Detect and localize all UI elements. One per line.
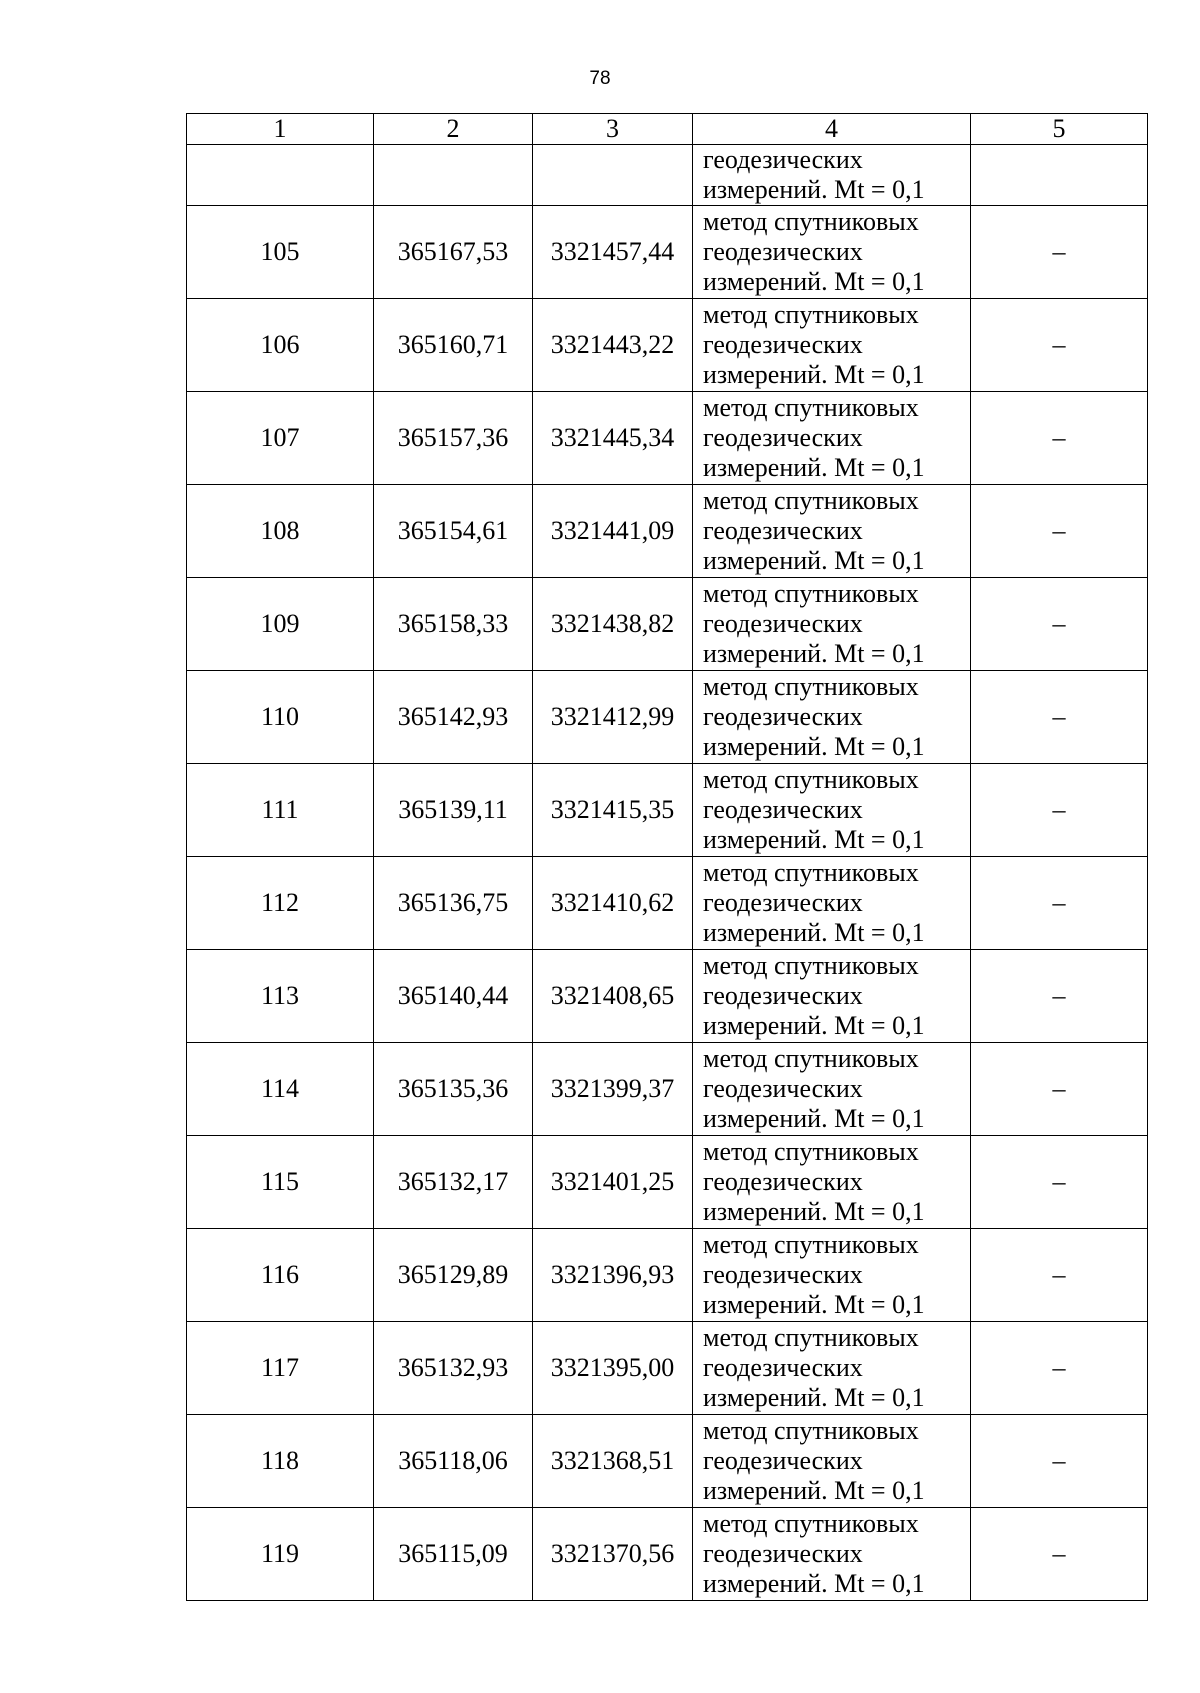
coordinate-x: 365158,33 — [374, 578, 533, 671]
point-number: 118 — [187, 1415, 374, 1508]
table-header — [187, 114, 1148, 145]
note: – — [971, 1136, 1148, 1229]
table-row — [187, 1322, 1148, 1415]
note: – — [971, 1415, 1148, 1508]
coordinate-y — [533, 145, 693, 206]
coordinate-y: 3321445,34 — [533, 392, 693, 485]
measurement-method: метод спутниковых геодезических измерений. Mt = 0,1 — [693, 206, 971, 299]
coordinate-x: 365139,11 — [374, 764, 533, 857]
measurement-method: метод спутниковых геодезических измерений. Mt = 0,1 — [693, 857, 971, 950]
coordinate-x: 365160,71 — [374, 299, 533, 392]
measurement-method: метод спутниковых геодезических измерений. Mt = 0,1 — [693, 1508, 971, 1601]
note: – — [971, 950, 1148, 1043]
header-col-5: 5 — [971, 114, 1148, 145]
coordinate-x: 365135,36 — [374, 1043, 533, 1136]
measurement-method: метод спутниковых геодезических измерений. Mt = 0,1 — [693, 1043, 971, 1136]
coordinate-y: 3321410,62 — [533, 857, 693, 950]
coordinate-y: 3321457,44 — [533, 206, 693, 299]
note: – — [971, 857, 1148, 950]
point-number: 108 — [187, 485, 374, 578]
coordinate-y: 3321368,51 — [533, 1415, 693, 1508]
point-number: 116 — [187, 1229, 374, 1322]
note: – — [971, 1043, 1148, 1136]
coordinate-x: 365167,53 — [374, 206, 533, 299]
page-number: 78 — [589, 68, 611, 89]
table-row — [187, 764, 1148, 857]
table-row — [187, 950, 1148, 1043]
table-row — [187, 299, 1148, 392]
coordinate-x: 365142,93 — [374, 671, 533, 764]
measurement-method: метод спутниковых геодезических измерений. Mt = 0,1 — [693, 1322, 971, 1415]
coordinate-x: 365129,89 — [374, 1229, 533, 1322]
point-number: 119 — [187, 1508, 374, 1601]
table-row — [187, 485, 1148, 578]
coordinate-x: 365132,93 — [374, 1322, 533, 1415]
coordinate-x: 365157,36 — [374, 392, 533, 485]
header-row — [187, 114, 1148, 145]
table-row — [187, 857, 1148, 950]
table-row — [187, 1043, 1148, 1136]
point-number: 106 — [187, 299, 374, 392]
measurement-method: метод спутниковых геодезических измерений. Mt = 0,1 — [693, 671, 971, 764]
point-number: 110 — [187, 671, 374, 764]
measurement-method: метод спутниковых геодезических измерений. Mt = 0,1 — [693, 1136, 971, 1229]
note: – — [971, 1508, 1148, 1601]
table-row — [187, 1229, 1148, 1322]
coordinate-x: 365132,17 — [374, 1136, 533, 1229]
measurement-method: метод спутниковых геодезических измерений. Mt = 0,1 — [693, 950, 971, 1043]
point-number: 105 — [187, 206, 374, 299]
header-col-4: 4 — [693, 114, 971, 145]
point-number: 109 — [187, 578, 374, 671]
coordinate-y: 3321415,35 — [533, 764, 693, 857]
point-number: 114 — [187, 1043, 374, 1136]
coordinate-x: 365154,61 — [374, 485, 533, 578]
table-row — [187, 578, 1148, 671]
table-body — [187, 145, 1148, 1601]
table-row — [187, 206, 1148, 299]
point-number: 115 — [187, 1136, 374, 1229]
header-col-3: 3 — [533, 114, 693, 145]
header-col-1: 1 — [187, 114, 374, 145]
coordinate-x — [374, 145, 533, 206]
coordinate-y: 3321399,37 — [533, 1043, 693, 1136]
coordinate-y: 3321401,25 — [533, 1136, 693, 1229]
continuation-row — [187, 145, 1148, 206]
note: – — [971, 392, 1148, 485]
measurement-method: метод спутниковых геодезических измерений. Mt = 0,1 — [693, 392, 971, 485]
coordinate-x: 365140,44 — [374, 950, 533, 1043]
point-number: 107 — [187, 392, 374, 485]
measurement-method: метод спутниковых геодезических измерений. Mt = 0,1 — [693, 764, 971, 857]
coordinate-y: 3321412,99 — [533, 671, 693, 764]
header-col-2: 2 — [374, 114, 533, 145]
point-number: 117 — [187, 1322, 374, 1415]
table-row — [187, 671, 1148, 764]
measurement-method: метод спутниковых геодезических измерений. Mt = 0,1 — [693, 485, 971, 578]
note — [971, 145, 1148, 206]
coordinate-y: 3321395,00 — [533, 1322, 693, 1415]
point-number — [187, 145, 374, 206]
coordinate-y: 3321370,56 — [533, 1508, 693, 1601]
coordinate-y: 3321441,09 — [533, 485, 693, 578]
coordinate-y: 3321438,82 — [533, 578, 693, 671]
coordinate-y: 3321396,93 — [533, 1229, 693, 1322]
measurement-method: геодезических измерений. Mt = 0,1 — [693, 145, 971, 206]
measurement-method: метод спутниковых геодезических измерений. Mt = 0,1 — [693, 1229, 971, 1322]
point-number: 112 — [187, 857, 374, 950]
note: – — [971, 1322, 1148, 1415]
point-number: 111 — [187, 764, 374, 857]
note: – — [971, 299, 1148, 392]
measurement-method: метод спутниковых геодезических измерений. Mt = 0,1 — [693, 299, 971, 392]
coordinate-x: 365136,75 — [374, 857, 533, 950]
table-row — [187, 1136, 1148, 1229]
coordinate-y: 3321408,65 — [533, 950, 693, 1043]
measurement-method: метод спутниковых геодезических измерений. Mt = 0,1 — [693, 1415, 971, 1508]
coordinate-y: 3321443,22 — [533, 299, 693, 392]
table-row — [187, 1415, 1148, 1508]
coordinates-table — [186, 113, 1148, 1601]
note: – — [971, 764, 1148, 857]
coordinate-x: 365115,09 — [374, 1508, 533, 1601]
note: – — [971, 1229, 1148, 1322]
table-row — [187, 1508, 1148, 1601]
point-number: 113 — [187, 950, 374, 1043]
note: – — [971, 485, 1148, 578]
note: – — [971, 206, 1148, 299]
table-row — [187, 392, 1148, 485]
coordinate-x: 365118,06 — [374, 1415, 533, 1508]
note: – — [971, 671, 1148, 764]
measurement-method: метод спутниковых геодезических измерений. Mt = 0,1 — [693, 578, 971, 671]
note: – — [971, 578, 1148, 671]
